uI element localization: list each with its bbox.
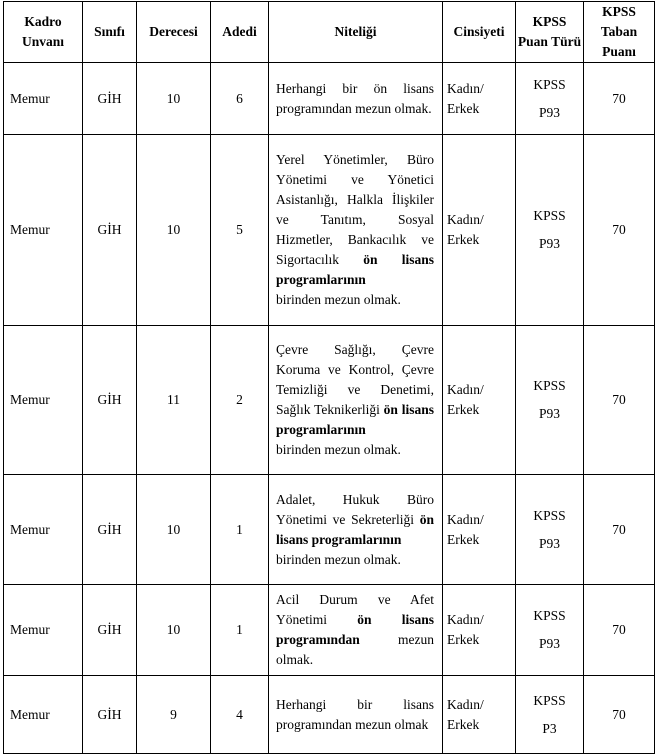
- kpss-puan-turu-cell: [516, 676, 584, 754]
- nitelik-tail-text: birinden mezun olmak.: [276, 442, 401, 457]
- nitelik-tail-text: mezun olmak.: [276, 632, 434, 667]
- kpss-puan-turu-cell: [516, 135, 584, 326]
- kpss-label: KPSS: [533, 507, 566, 523]
- nitelik-tail-text: birinden mezun olmak.: [276, 551, 401, 567]
- sinifi-cell: GİH: [83, 135, 137, 326]
- kpss-puan-turu-cell: [516, 585, 584, 676]
- table-row: [4, 585, 655, 676]
- header-niteligi: Niteliği: [269, 2, 443, 63]
- nitelik-cell: [269, 676, 443, 754]
- table-row: [4, 475, 655, 585]
- sinifi-cell: GİH: [83, 585, 137, 676]
- nitelik-text: Acil Durum ve Afet Yönetimi: [276, 592, 434, 627]
- sinifi-cell: GİH: [83, 63, 137, 135]
- derecesi-cell: 10: [137, 585, 211, 676]
- nitelik-text: Herhangi bir lisans programından mezun olmak: [276, 696, 434, 732]
- table-row: [4, 63, 655, 135]
- adedi-cell: 1: [211, 585, 269, 676]
- cinsiyeti-cell: Kadın/ Erkek: [443, 326, 516, 475]
- header-adedi: Adedi: [211, 2, 269, 63]
- kadro-unvani-cell: Memur: [4, 63, 83, 135]
- header-row: [4, 2, 655, 63]
- adedi-cell: 1: [211, 475, 269, 585]
- adedi-cell: 4: [211, 676, 269, 754]
- header-kpss-taban-puani: KPSS Taban Puanı: [584, 2, 655, 63]
- kpss-label: KPSS: [533, 76, 566, 92]
- taban-puani-cell: 70: [584, 135, 655, 326]
- derecesi-cell: 9: [137, 676, 211, 754]
- kadro-unvani-cell: Memur: [4, 475, 83, 585]
- nitelik-tail-text: birinden mezun olmak.: [276, 292, 401, 307]
- nitelik-text: Yerel Yönetimler, Büro Yönetimi ve Yönetici Asistanlığı, Halkla İlişkiler ve Tanıtım, Sosyal Hizmetler, Bankacılık ve Sigortacılık: [276, 152, 434, 267]
- puan-turu-code: P93: [538, 104, 560, 120]
- taban-puani-cell: 70: [584, 676, 655, 754]
- kpss-label: KPSS: [533, 692, 566, 708]
- derecesi-cell: 10: [137, 63, 211, 135]
- header-kpss-puan-turu: KPSS Puan Türü: [516, 2, 584, 63]
- kadro-unvani-cell: Memur: [4, 585, 83, 676]
- nitelik-bold-text: ön lisans programlarının: [276, 511, 434, 547]
- puan-turu-code: P3: [542, 720, 557, 736]
- sinifi-cell: GİH: [83, 475, 137, 585]
- cinsiyeti-cell: Kadın/ Erkek: [443, 475, 516, 585]
- puan-turu-code: P93: [538, 636, 560, 651]
- nitelik-bold-text: ön lisans programlarının: [276, 402, 435, 437]
- taban-puani-cell: 70: [584, 585, 655, 676]
- kpss-label: KPSS: [533, 608, 566, 623]
- kpss-label: KPSS: [533, 378, 566, 393]
- cinsiyeti-cell: Kadın/ Erkek: [443, 585, 516, 676]
- nitelik-cell: [269, 63, 443, 135]
- nitelik-cell: [269, 135, 443, 326]
- derecesi-cell: 10: [137, 135, 211, 326]
- kadro-unvani-cell: Memur: [4, 326, 83, 475]
- kpss-puan-turu-cell: [516, 326, 584, 475]
- cinsiyeti-cell: Kadın/ Erkek: [443, 676, 516, 754]
- nitelik-cell: [269, 585, 443, 676]
- table-row: [4, 326, 655, 475]
- table-row: [4, 676, 655, 754]
- taban-puani-cell: 70: [584, 63, 655, 135]
- adedi-cell: 6: [211, 63, 269, 135]
- nitelik-bold-text: ön lisans programından: [276, 612, 434, 647]
- puan-turu-code: P93: [538, 406, 560, 421]
- nitelik-text: Herhangi bir ön lisans programından mezun olmak.: [276, 80, 434, 116]
- taban-puani-cell: 70: [584, 475, 655, 585]
- nitelik-cell: [269, 475, 443, 585]
- taban-puani-cell: 70: [584, 326, 655, 475]
- kpss-puan-turu-cell: [516, 475, 584, 585]
- kadro-unvani-cell: Memur: [4, 676, 83, 754]
- header-cinsiyeti: Cinsiyeti: [443, 2, 516, 63]
- cinsiyeti-cell: Kadın/ Erkek: [443, 135, 516, 326]
- kpss-puan-turu-cell: [516, 63, 584, 135]
- sinifi-cell: GİH: [83, 326, 137, 475]
- puan-turu-code: P93: [538, 535, 560, 551]
- nitelik-text: Adalet, Hukuk Büro Yönetimi ve Sekreterliği: [276, 491, 434, 527]
- nitelik-cell: [269, 326, 443, 475]
- kadro-unvani-cell: Memur: [4, 135, 83, 326]
- adedi-cell: 2: [211, 326, 269, 475]
- header-kadro-unvani: Kadro Unvanı: [4, 2, 83, 63]
- puan-turu-code: P93: [538, 236, 560, 251]
- sinifi-cell: GİH: [83, 676, 137, 754]
- cinsiyeti-cell: Kadın/ Erkek: [443, 63, 516, 135]
- kadro-table: [3, 1, 655, 754]
- nitelik-bold-text: ön lisans programlarının: [276, 252, 434, 287]
- adedi-cell: 5: [211, 135, 269, 326]
- kpss-label: KPSS: [533, 208, 566, 223]
- table-row: [4, 135, 655, 326]
- header-sinifi: Sınıfı: [83, 2, 137, 63]
- nitelik-text: Çevre Sağlığı, Çevre Koruma ve Kontrol, Çevre Temizliği ve Denetimi, Sağlık Teknikerliği: [276, 342, 434, 417]
- derecesi-cell: 11: [137, 326, 211, 475]
- derecesi-cell: 10: [137, 475, 211, 585]
- header-derecesi: Derecesi: [137, 2, 211, 63]
